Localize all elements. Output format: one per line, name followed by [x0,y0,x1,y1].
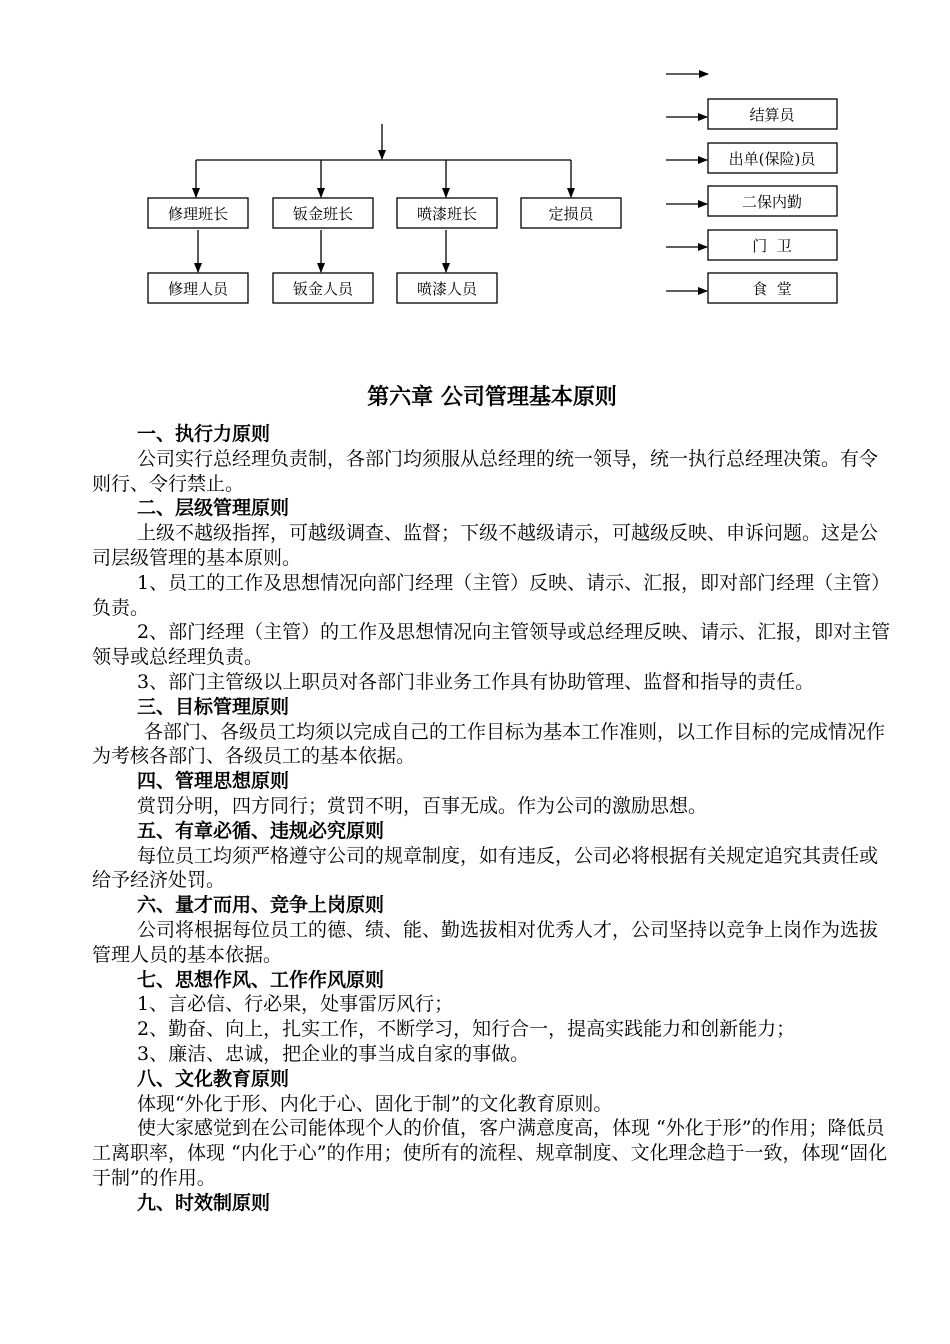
side-label: 门 卫 [752,237,792,255]
paragraph: 每位员工均须严格遵守公司的规章制度，如有违反，公司必将根据有关规定追究其责任或给予经济处罚。 [92,844,879,892]
paragraph: 1、员工的工作及思想情况向部门经理（主管）反映、请示、汇报，即对部门经理（主管）负责。 [92,571,891,619]
section-heading: 七、思想作风、工作作风原则 [137,968,385,991]
paragraph: 各部门、各级员工均须以完成自己的工作目标为基本工作准则，以工作目标的完成情况作为考核各部门、各级员工的基本依据。 [92,720,886,768]
side-label: 出单(保险)员 [728,150,816,168]
section-heading: 九、时效制原则 [137,1191,271,1214]
paragraph: 使大家感觉到在公司能体现个人的价值，客户满意度高，体现 “外化于形”的作用；降低员工离职率，体现 “内化于心”的作用；使所有的流程、规章制度、文化理念趋于一致，体现“固化于制”的作用。 [92,1117,888,1189]
section-heading: 二、层级管理原则 [137,497,290,520]
paragraph: 上级不越级指挥，可越级调查、监督；下级不越级请示，可越级反映、申诉问题。这是公司层级管理的基本原则。 [92,522,879,569]
paragraph: 1、言必信、行必果，处事雷厉风行； [137,993,454,1016]
paragraph: 2、部门经理（主管）的工作及思想情况向主管领导或总经理反映、请示、汇报，即对主管领导或总经理负责。 [92,621,891,669]
section-heading: 一、执行力原则 [137,423,271,445]
side-label: 食 堂 [752,280,792,298]
staff-label: 钣金人员 [292,280,354,298]
staff-label: 修理人员 [167,280,229,298]
org-chart [0,0,950,340]
section-heading: 八、文化教育原则 [137,1067,290,1090]
section-heading: 六、量才而用、竞争上岗原则 [137,894,385,917]
paragraph: 3、廉洁、忠诚，把企业的事当成自家的事做。 [137,1042,530,1065]
leader-label: 定损员 [548,205,594,223]
section-heading: 四、管理思想原则 [137,770,290,793]
side-label: 二保内勤 [741,193,803,211]
paragraph: 公司将根据每位员工的德、绩、能、勤选拔相对优秀人才，公司坚持以竞争上岗作为选拔管理人员的基本依据。 [92,918,879,966]
paragraph: 2、勤奋、向上，扎实工作，不断学习，知行合一，提高实践能力和创新能力； [137,1018,796,1041]
leader-label: 修理班长 [167,205,229,223]
paragraph: 赏罚分明，四方同行；赏罚不明，百事无成。作为公司的激励思想。 [137,794,708,817]
section-heading: 五、有章必循、违规必究原则 [137,819,385,842]
leader-label: 钣金班长 [292,205,354,223]
document-body [92,380,892,1216]
section-heading: 三、目标管理原则 [137,695,290,718]
leader-label: 喷漆班长 [416,205,478,223]
staff-label: 喷漆人员 [416,280,478,298]
side-label: 结算员 [749,106,795,124]
paragraph: 公司实行总经理负责制，各部门均须服从总经理的统一领导，统一执行总经理决策。有令则行、令行禁止。 [92,447,879,495]
chapter-title: 第六章 公司管理基本原则 [367,384,617,410]
paragraph: 3、部门主管级以上职员对各部门非业务工作具有协助管理、监督和指导的责任。 [137,670,815,693]
paragraph: 体现“外化于形、内化于心、固化于制”的文化教育原则。 [137,1092,613,1115]
